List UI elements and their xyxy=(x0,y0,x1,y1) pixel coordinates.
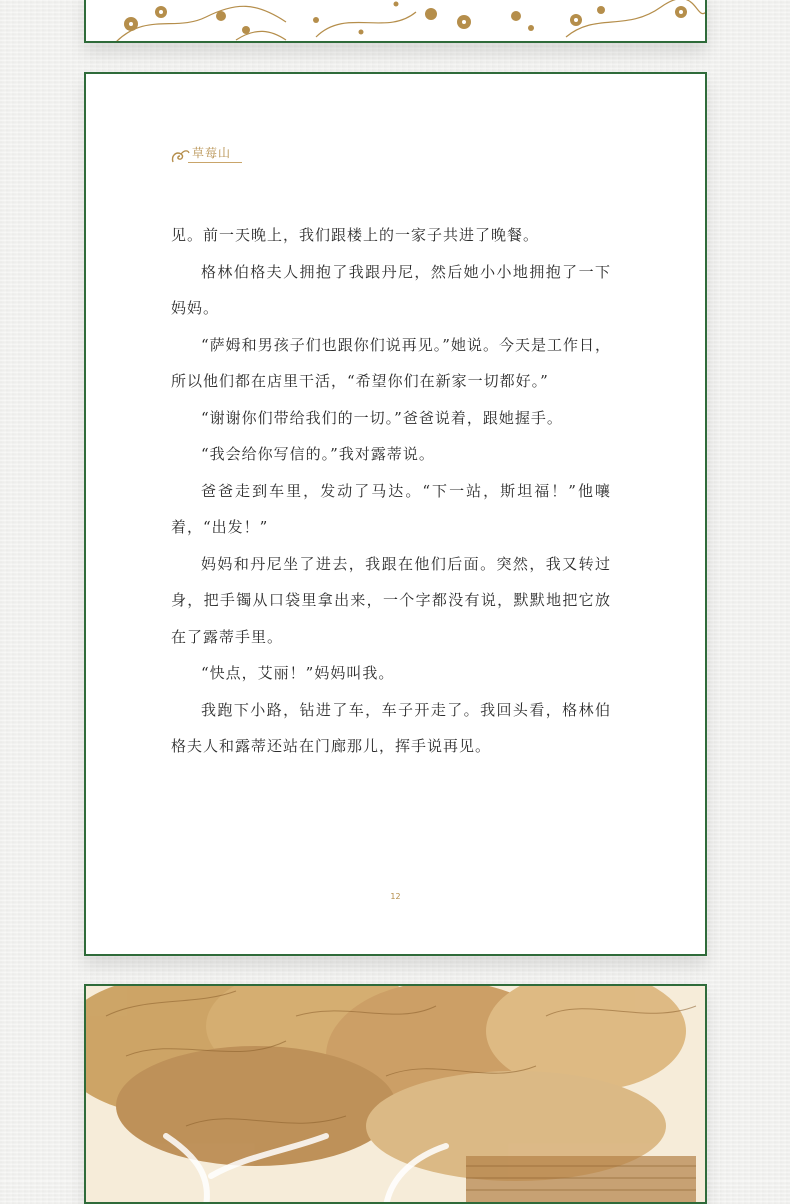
paragraph: 见。前一天晚上，我们跟楼上的一家子共进了晚餐。 xyxy=(171,226,540,244)
page-number: 12 xyxy=(390,892,401,901)
paragraph: 爸爸走到车里，发动了马达。“下一站，斯坦福！”他嚷着，“出发！” xyxy=(171,481,611,536)
brand-underline xyxy=(188,162,242,163)
top-floral-panel xyxy=(84,0,707,43)
floral-ornament xyxy=(86,0,707,43)
paragraph: “萨姆和男孩子们也跟你们说再见。”她说。今天是工作日，所以他们都在店里干活，“希望你们在新家一切都好。” xyxy=(171,335,611,390)
story-text xyxy=(171,217,611,765)
brand-header xyxy=(170,144,240,168)
illustration-panel xyxy=(84,984,707,1204)
book-page xyxy=(84,72,707,956)
paragraph: “谢谢你们带给我们的一切。”爸爸说着，跟她握手。 xyxy=(201,408,563,427)
swirl-icon xyxy=(170,146,190,166)
brand-title: 草莓山 xyxy=(192,146,232,160)
paragraph: 格林伯格夫人拥抱了我跟丹尼，然后她小小地拥抱了一下妈妈。 xyxy=(171,262,611,317)
paragraph: 我跑下小路，钻进了车，车子开走了。我回头看，格林伯格夫人和露蒂还站在门廊那儿，挥手说再见。 xyxy=(171,700,611,755)
paragraph: “我会给你写信的。”我对露蒂说。 xyxy=(201,445,435,463)
sepia-sketch-illustration xyxy=(86,986,707,1204)
paragraph: “快点，艾丽！”妈妈叫我。 xyxy=(201,664,395,682)
paragraph: 妈妈和丹尼坐了进去，我跟在他们后面。突然，我又转过身，把手镯从口袋里拿出来，一个字都没有说，默默地把它放在了露蒂手里。 xyxy=(171,554,611,646)
